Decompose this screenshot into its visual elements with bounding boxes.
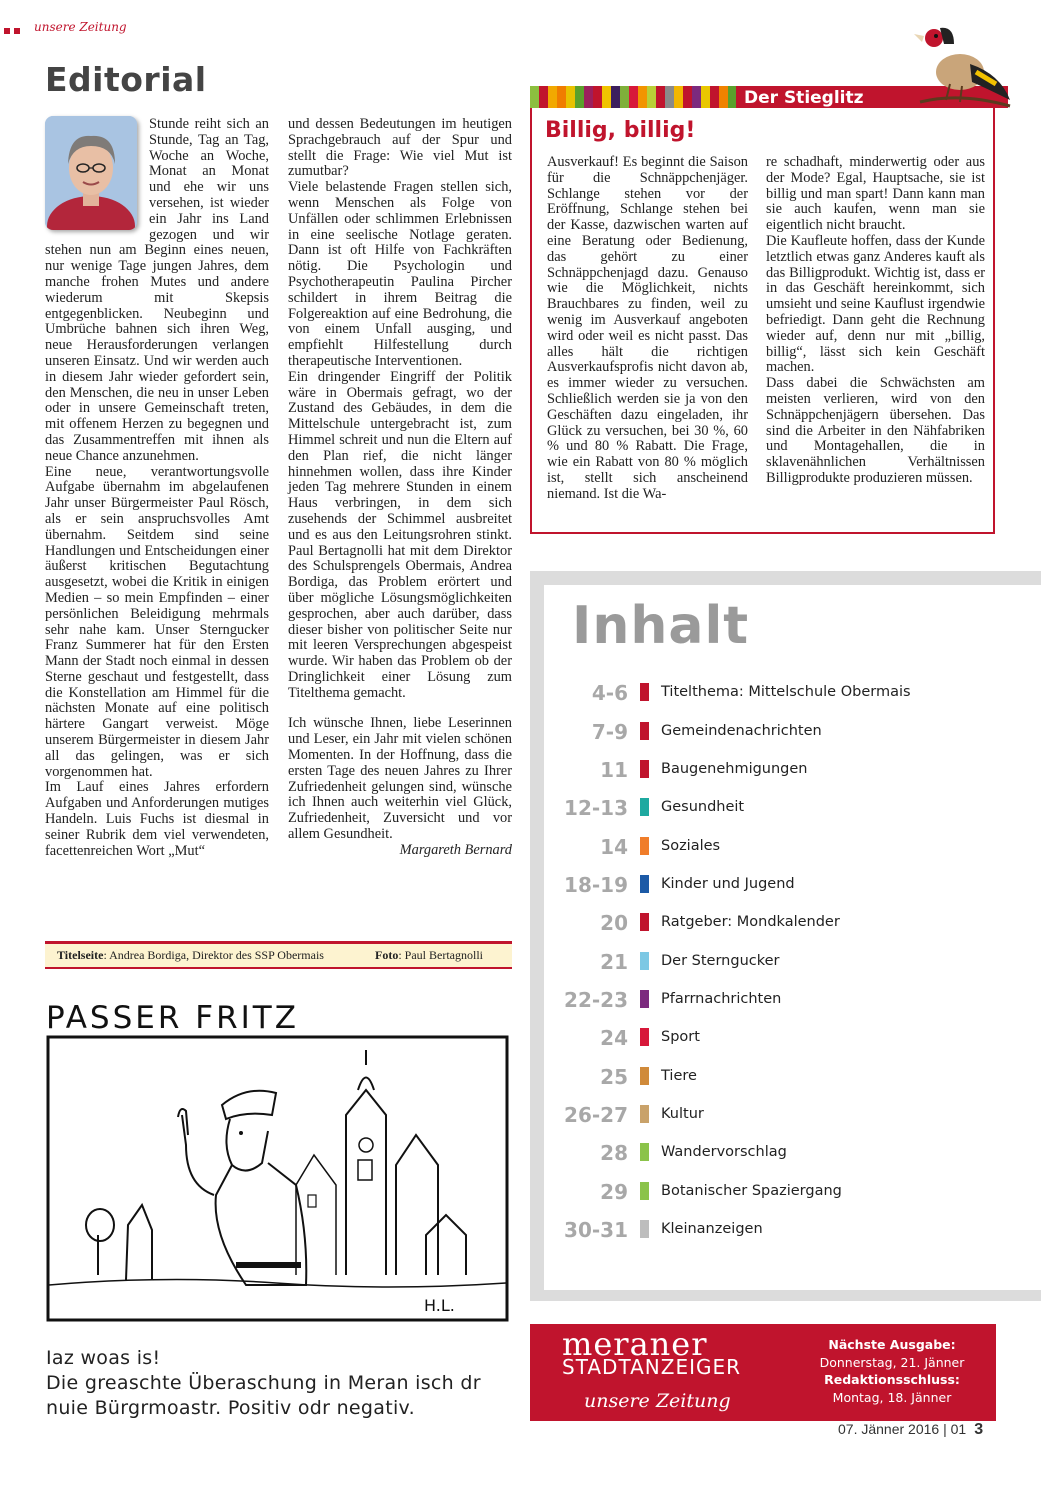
toc-color-marker bbox=[640, 760, 649, 778]
stripe-segment bbox=[638, 86, 647, 108]
toc-item[interactable] bbox=[548, 1217, 1018, 1243]
meraner-logo-tagline: unsere Zeitung bbox=[584, 1390, 731, 1412]
toc-item[interactable] bbox=[548, 949, 1018, 975]
stripe-segment bbox=[647, 86, 656, 108]
cartoon-caption-line: Die greaschte Überaschung in Meran isch dr bbox=[46, 1372, 481, 1394]
toc-item[interactable] bbox=[548, 1025, 1018, 1051]
toc-page-number: 4-6 bbox=[591, 681, 628, 705]
toc-item[interactable] bbox=[548, 987, 1018, 1013]
caption-photo-text: : Paul Bertagnolli bbox=[398, 948, 483, 962]
stripe-segment bbox=[566, 86, 575, 108]
color-stripe bbox=[530, 86, 737, 108]
stieglitz-paragraph: Ausverkauf! Es beginnt die Saison für die Schnäppchenjäger. Schlange stehen vor der Eröffnung, Schlange stehen bei der Kasse, dazwischen warten auf eine Beratung oder Bedienung, das gehört zu einer Schnäppchenjagd dazu. Genauso wie die Möglichkeit, nichts Brauchbares zu finden, weil zu wenig im Ausverkauf angeboten wird oder weil es nicht passt. Das alles hält die richtigen Ausverkaufsprofis nicht davon ab, es immer wieder zu versuchen. Schließlich werden sie ja von den Geschäften dazu eingeladen, ihr Glück zu versuchen, bei 30 %, 60 % und 80 % Rabatt. Die Frage, wie ein Rabatt von 80 % möglich ist, stellt sich anscheinend niemand. Ist die Wa- bbox=[547, 154, 748, 502]
stieglitz-column-1 bbox=[547, 155, 748, 503]
toc-page-number: 7-9 bbox=[591, 720, 628, 744]
stripe-segment bbox=[683, 86, 692, 108]
editorial-column-2 bbox=[288, 117, 512, 859]
toc-color-marker bbox=[640, 952, 649, 970]
cartoon-caption-line: nuie Bürgrmoastr. Positiv odr negativ. bbox=[46, 1397, 415, 1419]
next-issue-date: Donnerstag, 21. Jänner bbox=[819, 1354, 965, 1370]
stripe-segment bbox=[710, 86, 719, 108]
toc-label: Ratgeber: Mondkalender bbox=[661, 914, 840, 930]
stripe-segment bbox=[593, 86, 602, 108]
toc-color-marker bbox=[640, 1028, 649, 1046]
editorial-column-1 bbox=[45, 117, 269, 859]
toc-color-marker bbox=[640, 1105, 649, 1123]
cover-caption bbox=[45, 941, 512, 969]
toc-label: Kleinanzeigen bbox=[661, 1221, 763, 1237]
inhalt-title: Inhalt bbox=[572, 596, 750, 656]
stripe-segment bbox=[674, 86, 683, 108]
editorial-paragraph: Ein dringender Eingriff der Politik wäre in Obermais gefragt, wo der Zustand des Gebäudes, in dem die Mittelschule untergebracht ist, zum Himmel schreit und nun die Eltern auf den Plan rief, die nicht länger hinnehmen wollen, dass ihre Kinder jeden Tag mehrere Stunden in einem Haus verbringen, in dem sich zusehends der Schimmel ausbreitet und es aus den Leitungsrohren stinkt. Paul Bertagnolli hat mit dem Direktor des Schulsprengels Obermais, Andrea Bordiga, das Problem erörtert und über mögliche Lösungsmöglichkeiten gesprochen, aber auch darüber, dass dieser bisher von politischer Seite nur mit leeren Versprechungen abgespeist wurde. Wir haben das Problem ob der Dringlichkeit einer Lösung zum Titelthema gemacht. bbox=[288, 368, 512, 701]
toc-item[interactable] bbox=[548, 719, 1018, 745]
cartoon-caption-line: Iaz woas is! bbox=[46, 1347, 161, 1369]
toc-color-marker bbox=[640, 1067, 649, 1085]
stripe-segment bbox=[539, 86, 548, 108]
editorial-paragraph: Im Lauf eines Jahres erfordern Aufgaben und Anforderungen mutiges Handeln. Luis Fuchs ist diesmal in seiner Rubrik dem viel verwendeten, facettenreichen Wort „Mut“ bbox=[45, 779, 269, 859]
toc-color-marker bbox=[640, 837, 649, 855]
caption-title-text: : Andrea Bordiga, Direktor des SSP Obermais bbox=[103, 948, 324, 962]
editorial-paragraph: Ich wünsche Ihnen, liebe Leserinnen und Leser, ein Jahr mit vielen schönen Momenten. In der Hoffnung, dass die ersten Tage des neuen Jahres zu Ihrer Zufriedenheit gelungen sind, wünsche ich Ihnen auch weiterhin viel Glück, Zufriedenheit, Zuversicht und vor allem Gesundheit. bbox=[288, 715, 512, 843]
meraner-logo-title: meraner bbox=[562, 1325, 708, 1363]
goldfinch-icon bbox=[910, 14, 1014, 110]
toc-label: Pfarrnachrichten bbox=[661, 991, 782, 1007]
cartoon-initials: H.L. bbox=[424, 1296, 455, 1315]
toc-color-marker bbox=[640, 1143, 649, 1161]
toc-page-number: 25 bbox=[600, 1065, 628, 1089]
stripe-segment bbox=[611, 86, 620, 108]
toc-label: Baugenehmigungen bbox=[661, 761, 808, 777]
cartoon-drawing bbox=[46, 1035, 509, 1325]
toc-item[interactable] bbox=[548, 872, 1018, 898]
editorial-paragraph: Stunde reiht sich an Stunde, Tag an Tag, Woche an Woche, Monat an Monat und ehe wir uns versehen, ist wieder ein Jahr ins Land gezogen und wir stehen nun am Beginn eines neuen, nur wenige Tage jungen Jahres, dem manche frohen Mutes und andere wiederum mit Skepsis entgegenblicken. Neubeginn und Umbrüche bahnen sich ihren Weg, neue Herausforderungen verlangen unseren Einsatz. Und wir werden auch in diesem Jahr wieder gefordert sein, den Menschen, die neu in unser Leben oder in unsere Gemeinschaft treten, mit offenem Herzen zu begegnen und das Zusammentreffen mit ihnen als neue Chance anzunehmen. bbox=[45, 116, 269, 464]
toc-item[interactable] bbox=[548, 1179, 1018, 1205]
toc-page-number: 26-27 bbox=[564, 1103, 628, 1127]
caption-photo-label: Foto bbox=[375, 948, 399, 962]
toc-page-number: 28 bbox=[600, 1141, 628, 1165]
toc-label: Tiere bbox=[661, 1068, 697, 1084]
meraner-logo-subtitle: STADTANZEIGER bbox=[562, 1355, 742, 1379]
stripe-segment bbox=[701, 86, 710, 108]
meraner-box bbox=[530, 1324, 996, 1421]
toc-page-number: 21 bbox=[600, 950, 628, 974]
toc-color-marker bbox=[640, 913, 649, 931]
toc-color-marker bbox=[640, 798, 649, 816]
toc-item[interactable] bbox=[548, 1140, 1018, 1166]
stieglitz-paragraph: Dass dabei die Schwächsten am meisten verlieren, wird von den Schnäppchenjägern übersehen. Das sind die Arbeiter in den Nähfabriken und Montagehallen, die in sklavenähnlichen Verhältnissen Billigprodukte produzieren müssen. bbox=[766, 375, 985, 486]
stripe-segment bbox=[665, 86, 674, 108]
stripe-segment bbox=[656, 86, 665, 108]
brand-squares bbox=[4, 28, 20, 34]
toc-color-marker bbox=[640, 683, 649, 701]
stripe-segment bbox=[620, 86, 629, 108]
stripe-segment bbox=[602, 86, 611, 108]
toc-label: Der Sterngucker bbox=[661, 953, 780, 969]
toc-page-number: 22-23 bbox=[564, 988, 628, 1012]
stripe-segment bbox=[719, 86, 728, 108]
editorial-title: Editorial bbox=[45, 60, 207, 99]
stieglitz-paragraph: re schadhaft, minderwertig oder aus der Mode? Egal, Hauptsache, sie ist billig und man spart! Dann kann man sie auch kaufen, wenn man sie eigentlich nicht braucht. bbox=[766, 154, 985, 234]
page-number: 3 bbox=[974, 1421, 984, 1438]
toc-item[interactable] bbox=[548, 757, 1018, 783]
stieglitz-banner-label: Der Stieglitz bbox=[744, 88, 864, 108]
toc-item[interactable] bbox=[548, 1064, 1018, 1090]
toc-label: Gesundheit bbox=[661, 799, 745, 815]
stripe-segment bbox=[530, 86, 539, 108]
toc-page-number: 20 bbox=[600, 911, 628, 935]
toc-color-marker bbox=[640, 875, 649, 893]
toc-page-number: 14 bbox=[600, 835, 628, 859]
toc-label: Soziales bbox=[661, 838, 721, 854]
toc-label: Wandervorschlag bbox=[661, 1144, 787, 1160]
deadline-label: Redaktionsschluss: bbox=[824, 1372, 960, 1387]
toc-color-marker bbox=[640, 1182, 649, 1200]
editorial-signature: Margareth Bernard bbox=[399, 841, 512, 858]
toc-label: Kultur bbox=[661, 1106, 704, 1122]
stieglitz-paragraph: Die Kaufleute hoffen, dass der Kunde letztlich etwas ganz Anderes kauft als das Billigprodukt. Wichtig ist, dass er in das Geschäft hereinkommt, sich umsieht und seine Kauflust irgendwie befriedigt. Dann geht die Rechnung wieder auf, denn nur mit „billig, billig“, lässt sich kein Geschäft machen. bbox=[766, 232, 985, 376]
toc-color-marker bbox=[640, 722, 649, 740]
issue-info bbox=[792, 1336, 992, 1406]
toc-page-number: 11 bbox=[600, 758, 628, 782]
stripe-segment bbox=[548, 86, 557, 108]
toc-item[interactable] bbox=[548, 795, 1018, 821]
toc-color-marker bbox=[640, 1220, 649, 1238]
deadline-date: Montag, 18. Jänner bbox=[832, 1389, 952, 1405]
toc-page-number: 12-13 bbox=[564, 796, 628, 820]
toc-color-marker bbox=[640, 990, 649, 1008]
stripe-segment bbox=[575, 86, 584, 108]
editorial-paragraph: Viele belastende Fragen stellen sich, wenn Menschen als Folge von Unfällen oder schlimmen Erlebnissen in eine seelische Notlage geraten. Dann ist oft Hilfe von Fachkräften nötig. Die Psychologin und Psychotherapeutin Paulina Pircher schildert in ihrem Beitrag die Folgereaktion auf eine Bedrohung, die von einem Unfall ausging, und empfiehlt Hilfestellung durch therapeutische Interventionen. bbox=[288, 179, 512, 369]
toc-page-number: 24 bbox=[600, 1026, 628, 1050]
editorial-paragraph: und dessen Bedeutungen im heutigen Sprachgebrauch auf der Spur und stellt die Frage: Wie viel Mut ist zumutbar? bbox=[288, 116, 512, 180]
toc-item[interactable] bbox=[548, 680, 1018, 706]
toc-label: Gemeindenachrichten bbox=[661, 723, 822, 739]
stripe-segment bbox=[692, 86, 701, 108]
stripe-segment bbox=[584, 86, 593, 108]
next-issue-label: Nächste Ausgabe: bbox=[828, 1337, 956, 1352]
toc-label: Kinder und Jugend bbox=[661, 876, 795, 892]
issue-date: 07. Jänner 2016 | 01 bbox=[838, 1421, 967, 1437]
toc-label: Botanischer Spaziergang bbox=[661, 1183, 842, 1199]
stieglitz-column-2 bbox=[766, 155, 985, 487]
page-footer bbox=[838, 1421, 983, 1439]
header-brand: unsere Zeitung bbox=[34, 20, 127, 34]
toc-item[interactable] bbox=[548, 1102, 1018, 1128]
editorial-paragraph: Eine neue, verantwortungsvolle Aufgabe übernahm im abgelaufenen Jahr unser Bürgermeister Paul Rösch, als er sein anspruchsvolles Amt übernahm. Seitdem sind seine Handlungen und Entscheidungen einer äußerst kritischen Begutachtung ausgesetzt, wobei die Kritik in einigen Medien – so mein Empfinden – einer persönlichen Beleidigung mehrmals sehr nahe kam. Unser Sterngucker Franz Summerer hat für den Ersten Mann der Stadt noch einmal in dessen Sterne geschaut und festgestellt, dass die Konstellation am Himmel für die nächsten Monate auf eine politisch härtere Gangart verweist. Möge unserem Bürgermeister in diesem Jahr all das gelingen, was er sich vorgenommen hat. bbox=[45, 463, 269, 780]
toc-label: Titelthema: Mittelschule Obermais bbox=[661, 684, 911, 700]
toc-item[interactable] bbox=[548, 834, 1018, 860]
cartoon-title: PASSER FRITZ bbox=[46, 1000, 299, 1036]
toc-page-number: 29 bbox=[600, 1180, 628, 1204]
stripe-segment bbox=[557, 86, 566, 108]
caption-title-label: Titelseite bbox=[57, 948, 104, 962]
toc-page-number: 18-19 bbox=[564, 873, 628, 897]
stieglitz-headline: Billig, billig! bbox=[545, 118, 696, 143]
stripe-segment bbox=[629, 86, 638, 108]
toc-label: Sport bbox=[661, 1029, 700, 1045]
toc-page-number: 30-31 bbox=[564, 1218, 628, 1242]
cartoon-caption bbox=[46, 1346, 481, 1421]
toc-item[interactable] bbox=[548, 910, 1018, 936]
